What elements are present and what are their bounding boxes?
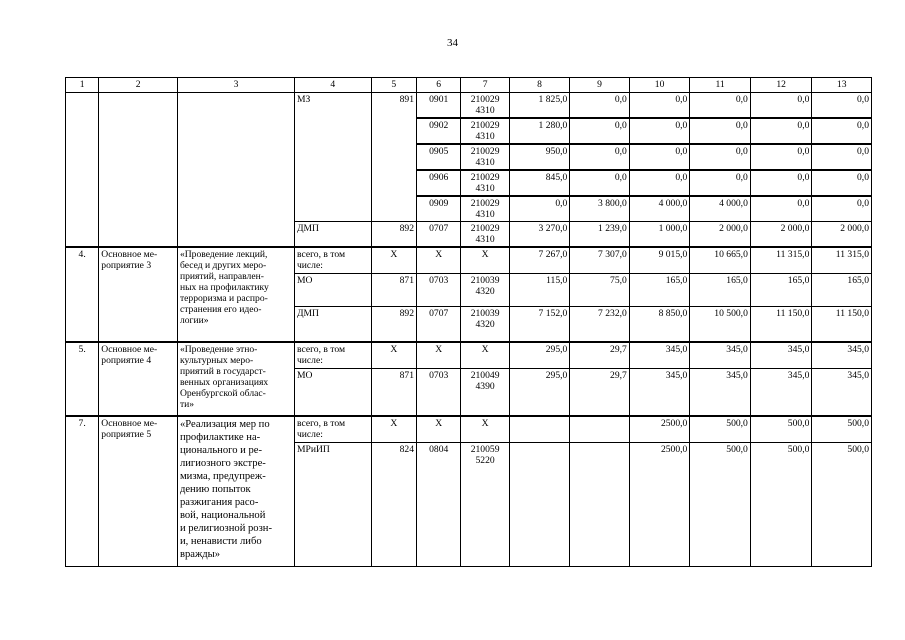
cell-value: 0,0: [750, 93, 812, 119]
cell-value: 0,0: [629, 170, 690, 196]
cell-value: 0,0: [812, 93, 872, 119]
cell-value: 500,0: [812, 442, 872, 566]
cell-value: 0,0: [570, 170, 630, 196]
cell-csr: 210029 4310: [461, 170, 509, 196]
col-header: 8: [509, 78, 570, 93]
cell-value: 500,0: [750, 416, 812, 442]
cell-section: 0703: [417, 368, 461, 416]
cell-num: [66, 93, 99, 248]
table-row: [66, 247, 872, 273]
col-header: 12: [750, 78, 812, 93]
cell-section: Х: [417, 342, 461, 368]
cell-section: Х: [417, 416, 461, 442]
cell-value: 1 000,0: [629, 222, 690, 248]
page-number: 34: [447, 37, 458, 49]
cell-value: 295,0: [509, 368, 570, 416]
cell-value: [570, 416, 630, 442]
cell-value: 7 152,0: [509, 306, 570, 342]
cell-value: 500,0: [690, 442, 751, 566]
cell-csr: 210059 5220: [461, 442, 509, 566]
cell-value: 0,0: [690, 144, 751, 170]
table-row: [66, 416, 872, 442]
cell-value: 500,0: [812, 416, 872, 442]
cell-value: 0,0: [812, 170, 872, 196]
cell-value: 165,0: [750, 273, 812, 306]
cell-section: 0905: [417, 144, 461, 170]
col-header: 7: [461, 78, 509, 93]
cell-desc: «Проведение лекций, бесед и других меро- приятий, направлен- ных на профилактику терроризма и распро- странения его идео- логии»: [177, 247, 294, 342]
cell-value: 0,0: [750, 118, 812, 144]
cell-value: 165,0: [812, 273, 872, 306]
cell-name: Основное ме- роприятие 4: [99, 342, 178, 416]
cell-csr: 210029 4310: [461, 222, 509, 248]
cell-code: Х: [371, 342, 416, 368]
cell-value: 7 307,0: [570, 247, 630, 273]
cell-num: 4.: [66, 247, 99, 342]
cell-value: 75,0: [570, 273, 630, 306]
cell-csr: Х: [461, 342, 509, 368]
cell-value: 0,0: [750, 196, 812, 222]
cell-value: 950,0: [509, 144, 570, 170]
col-header: 13: [812, 78, 872, 93]
col-header: 1: [66, 78, 99, 93]
cell-value: [570, 442, 630, 566]
cell-csr: Х: [461, 416, 509, 442]
cell-name: [99, 93, 178, 248]
cell-desc: «Проведение этно- культурных меро- приятий в государст- венных организациях Оренбургской облас- ти»: [177, 342, 294, 416]
cell-value: 0,0: [750, 170, 812, 196]
cell-value: 500,0: [750, 442, 812, 566]
budget-table: [65, 77, 872, 567]
cell-num: 7.: [66, 416, 99, 566]
cell-value: 11 150,0: [750, 306, 812, 342]
cell-value: 345,0: [629, 368, 690, 416]
header-row: [66, 78, 872, 93]
cell-value: 0,0: [812, 144, 872, 170]
col-header: 5: [371, 78, 416, 93]
cell-value: 2500,0: [629, 442, 690, 566]
cell-value: 845,0: [509, 170, 570, 196]
cell-csr: 210049 4390: [461, 368, 509, 416]
cell-value: 0,0: [629, 93, 690, 119]
cell-value: 345,0: [812, 368, 872, 416]
col-header: 2: [99, 78, 178, 93]
cell-section: 0707: [417, 222, 461, 248]
cell-name: Основное ме- роприятие 5: [99, 416, 178, 566]
table-row: [66, 93, 872, 119]
cell-csr: 210029 4310: [461, 196, 509, 222]
cell-value: 11 315,0: [750, 247, 812, 273]
cell-code: 891: [371, 93, 416, 222]
cell-value: 2 000,0: [750, 222, 812, 248]
cell-csr: 210039 4320: [461, 306, 509, 342]
cell-value: 29,7: [570, 368, 630, 416]
cell-value: 3 800,0: [570, 196, 630, 222]
cell-executor: ДМП: [294, 222, 371, 248]
cell-value: 1 825,0: [509, 93, 570, 119]
col-header: 10: [629, 78, 690, 93]
cell-value: 0,0: [570, 118, 630, 144]
cell-value: 1 239,0: [570, 222, 630, 248]
cell-code: Х: [371, 247, 416, 273]
cell-executor: всего, в том числе:: [294, 342, 371, 368]
cell-value: 10 665,0: [690, 247, 751, 273]
cell-value: 0,0: [690, 170, 751, 196]
table-row: [66, 342, 872, 368]
cell-value: 0,0: [570, 144, 630, 170]
cell-value: 29,7: [570, 342, 630, 368]
cell-value: [509, 442, 570, 566]
cell-value: 345,0: [812, 342, 872, 368]
col-header: 6: [417, 78, 461, 93]
cell-value: 165,0: [629, 273, 690, 306]
cell-value: 11 150,0: [812, 306, 872, 342]
cell-code: Х: [371, 416, 416, 442]
cell-section: 0703: [417, 273, 461, 306]
cell-csr: 210029 4310: [461, 93, 509, 119]
cell-executor: ДМП: [294, 306, 371, 342]
cell-value: 2500,0: [629, 416, 690, 442]
cell-value: 3 270,0: [509, 222, 570, 248]
cell-value: 10 500,0: [690, 306, 751, 342]
cell-value: 345,0: [750, 368, 812, 416]
cell-value: 4 000,0: [690, 196, 751, 222]
cell-executor: МО: [294, 368, 371, 416]
cell-code: 871: [371, 273, 416, 306]
cell-value: 345,0: [690, 342, 751, 368]
cell-desc: «Реализация мер по профилактике на- ционального и ре- лигиозного экстре- мизма, предупреж- дению попыток разжигания расо- вой, национальной и религиозной розн- и, ненависти либо вражды»: [177, 416, 294, 566]
cell-value: 2 000,0: [690, 222, 751, 248]
cell-code: 892: [371, 222, 416, 248]
cell-section: 0902: [417, 118, 461, 144]
cell-csr: 210029 4310: [461, 144, 509, 170]
cell-value: 1 280,0: [509, 118, 570, 144]
cell-value: 0,0: [570, 93, 630, 119]
cell-section: 0906: [417, 170, 461, 196]
cell-executor: всего, в том числе:: [294, 247, 371, 273]
cell-value: 345,0: [629, 342, 690, 368]
cell-section: 0901: [417, 93, 461, 119]
col-header: 4: [294, 78, 371, 93]
cell-desc: [177, 93, 294, 248]
cell-value: 7 232,0: [570, 306, 630, 342]
cell-value: 165,0: [690, 273, 751, 306]
cell-value: 0,0: [750, 144, 812, 170]
cell-csr: 210039 4320: [461, 273, 509, 306]
cell-value: 295,0: [509, 342, 570, 368]
cell-executor: МО: [294, 273, 371, 306]
cell-value: 7 267,0: [509, 247, 570, 273]
cell-executor: всего, в том числе:: [294, 416, 371, 442]
cell-value: [509, 416, 570, 442]
cell-executor: МРиИП: [294, 442, 371, 566]
cell-csr: Х: [461, 247, 509, 273]
cell-csr: 210029 4310: [461, 118, 509, 144]
cell-value: 0,0: [509, 196, 570, 222]
cell-value: 8 850,0: [629, 306, 690, 342]
cell-section: 0909: [417, 196, 461, 222]
cell-value: 2 000,0: [812, 222, 872, 248]
col-header: 9: [570, 78, 630, 93]
cell-value: 500,0: [690, 416, 751, 442]
col-header: 3: [177, 78, 294, 93]
cell-value: 0,0: [812, 118, 872, 144]
cell-section: 0804: [417, 442, 461, 566]
cell-value: 4 000,0: [629, 196, 690, 222]
cell-num: 5.: [66, 342, 99, 416]
cell-value: 11 315,0: [812, 247, 872, 273]
cell-value: 0,0: [629, 118, 690, 144]
cell-value: 0,0: [690, 93, 751, 119]
cell-code: 871: [371, 368, 416, 416]
cell-value: 0,0: [812, 196, 872, 222]
cell-section: Х: [417, 247, 461, 273]
cell-value: 9 015,0: [629, 247, 690, 273]
col-header: 11: [690, 78, 751, 93]
cell-value: 345,0: [690, 368, 751, 416]
cell-code: 824: [371, 442, 416, 566]
cell-code: 892: [371, 306, 416, 342]
cell-name: Основное ме- роприятие 3: [99, 247, 178, 342]
cell-value: 115,0: [509, 273, 570, 306]
cell-value: 0,0: [629, 144, 690, 170]
cell-executor: МЗ: [294, 93, 371, 222]
cell-section: 0707: [417, 306, 461, 342]
cell-value: 0,0: [690, 118, 751, 144]
cell-value: 345,0: [750, 342, 812, 368]
